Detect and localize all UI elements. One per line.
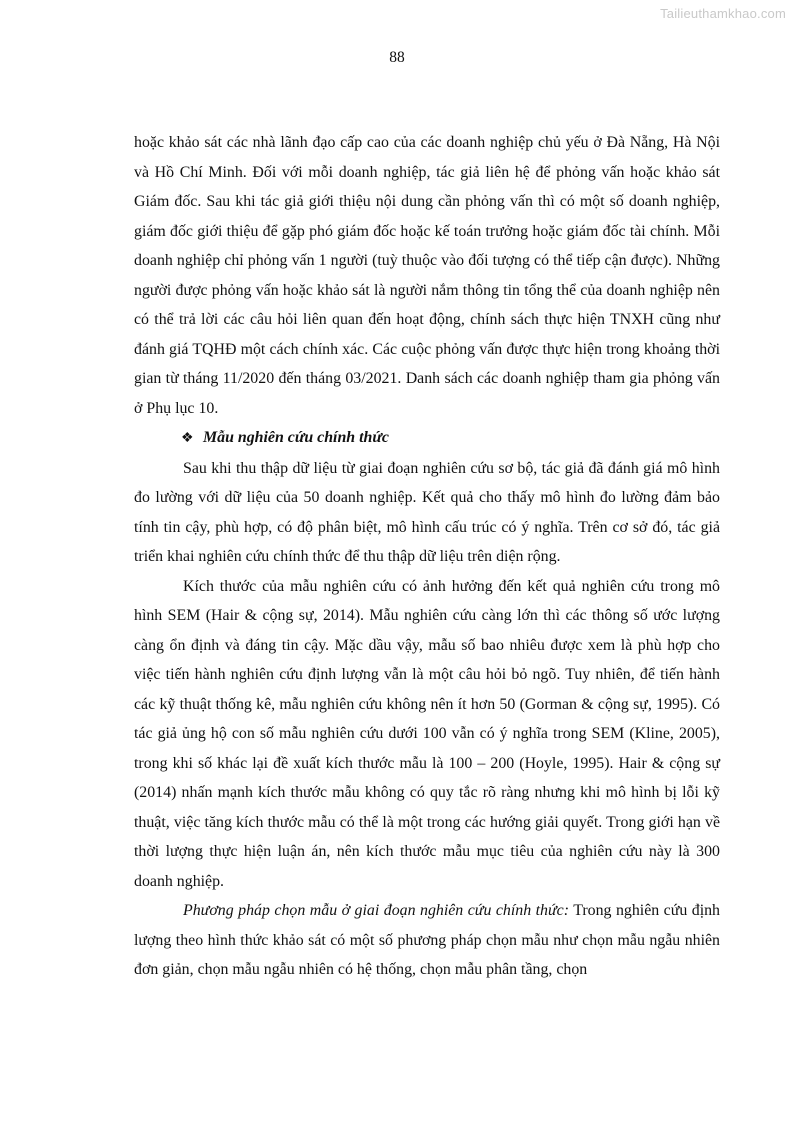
paragraph-sample-size: Kích thước của mẫu nghiên cứu có ảnh hưởng đến kết quả nghiên cứu trong mô hình SEM (Hair & cộng sự, 2014). Mẫu nghiên cứu càng lớn thì các thông số ước lượng càng ổn định và đáng tin cậy. Mặc dầu vậy, mẫu số bao nhiêu được xem là phù hợp cho việc tiến hành nghiên cứu định lượng vẫn là một câu hỏi bỏ ngõ. Tuy nhiên, để tiến hành các kỹ thuật thống kê, mẫu nghiên cứu không nên ít hơn 50 (Gorman & cộng sự, 1995). Có tác giả ủng hộ con số mẫu nghiên cứu dưới 100 vẫn có ý nghĩa trong SEM (Kline, 2005), trong khi số khác lại đề xuất kích thước mẫu là 100 – 200 (Hoyle, 1995). Hair & cộng sự (2014) nhấn mạnh kích thước mẫu không có quy tắc rõ ràng nhưng khi mô hình bị lỗi kỹ thuật, việc tăng kích thước mẫu có thể là một trong các hướng giải quyết. Trong giới hạn về thời lượng thực hiện luận án, nên kích thước mẫu mục tiêu của nghiên cứu này là 300 doanh nghiệp. — [134, 577, 720, 890]
diamond-bullet-icon: ❖ — [181, 431, 194, 446]
paragraph-continued: hoặc khảo sát các nhà lãnh đạo cấp cao của các doanh nghiệp chủ yếu ở Đà Nẵng, Hà Nội và Hồ Chí Minh. Đối với mỗi doanh nghiệp, tác giả liên hệ để phỏng vấn hoặc khảo sát Giám đốc. Sau khi tác giả giới thiệu nội dung cần phỏng vấn thì có một số doanh nghiệp, giám đốc giới thiệu để gặp phó giám đốc hoặc kế toán trưởng hoặc giám đốc tài chính. Mỗi doanh nghiệp chỉ phỏng vấn 1 người (tuỳ thuộc vào đối tượng có thể tiếp cận được). Những người được phỏng vấn hoặc khảo sát là người nắm thông tin tổng thể của doanh nghiệp nên có thể trả lời các câu hỏi liên quan đến hoạt động, chính sách thực hiện TNXH cũng như đánh giá TQHĐ một cách chính xác. Các cuộc phỏng vấn được thực hiện trong khoảng thời gian từ tháng 11/2020 đến tháng 03/2021. Danh sách các doanh nghiệp tham gia phỏng vấn ở Phụ lục 10. — [134, 134, 720, 417]
section-heading — [134, 423, 720, 454]
paragraph-sampling-method — [134, 896, 720, 985]
sampling-method-text: Trong nghiên cứu định lượng theo hình thức khảo sát có một số phương pháp chọn mẫu như chọn mẫu ngẫu nhiên đơn giản, chọn mẫu ngẫu nhiên có hệ thống, chọn mẫu phân tầng, chọn — [134, 902, 720, 978]
section-heading-text: Mẫu nghiên cứu chính thức — [203, 429, 389, 446]
sampling-method-lead: Phương pháp chọn mẫu ở giai đoạn nghiên cứu chính thức: — [183, 902, 570, 919]
document-body — [134, 128, 720, 985]
paragraph-preliminary-results: Sau khi thu thập dữ liệu từ giai đoạn nghiên cứu sơ bộ, tác giả đã đánh giá mô hình đo lường với dữ liệu của 50 doanh nghiệp. Kết quả cho thấy mô hình đo lường đảm bảo tính tin cậy, phù hợp, có độ phân biệt, mô hình cấu trúc có ý nghĩa. Trên cơ sở đó, tác giả triển khai nghiên cứu chính thức để thu thập dữ liệu trên diện rộng. — [134, 459, 720, 565]
watermark-text: Tailieuthamkhao.com — [660, 6, 786, 21]
page-number: 88 — [389, 49, 405, 66]
